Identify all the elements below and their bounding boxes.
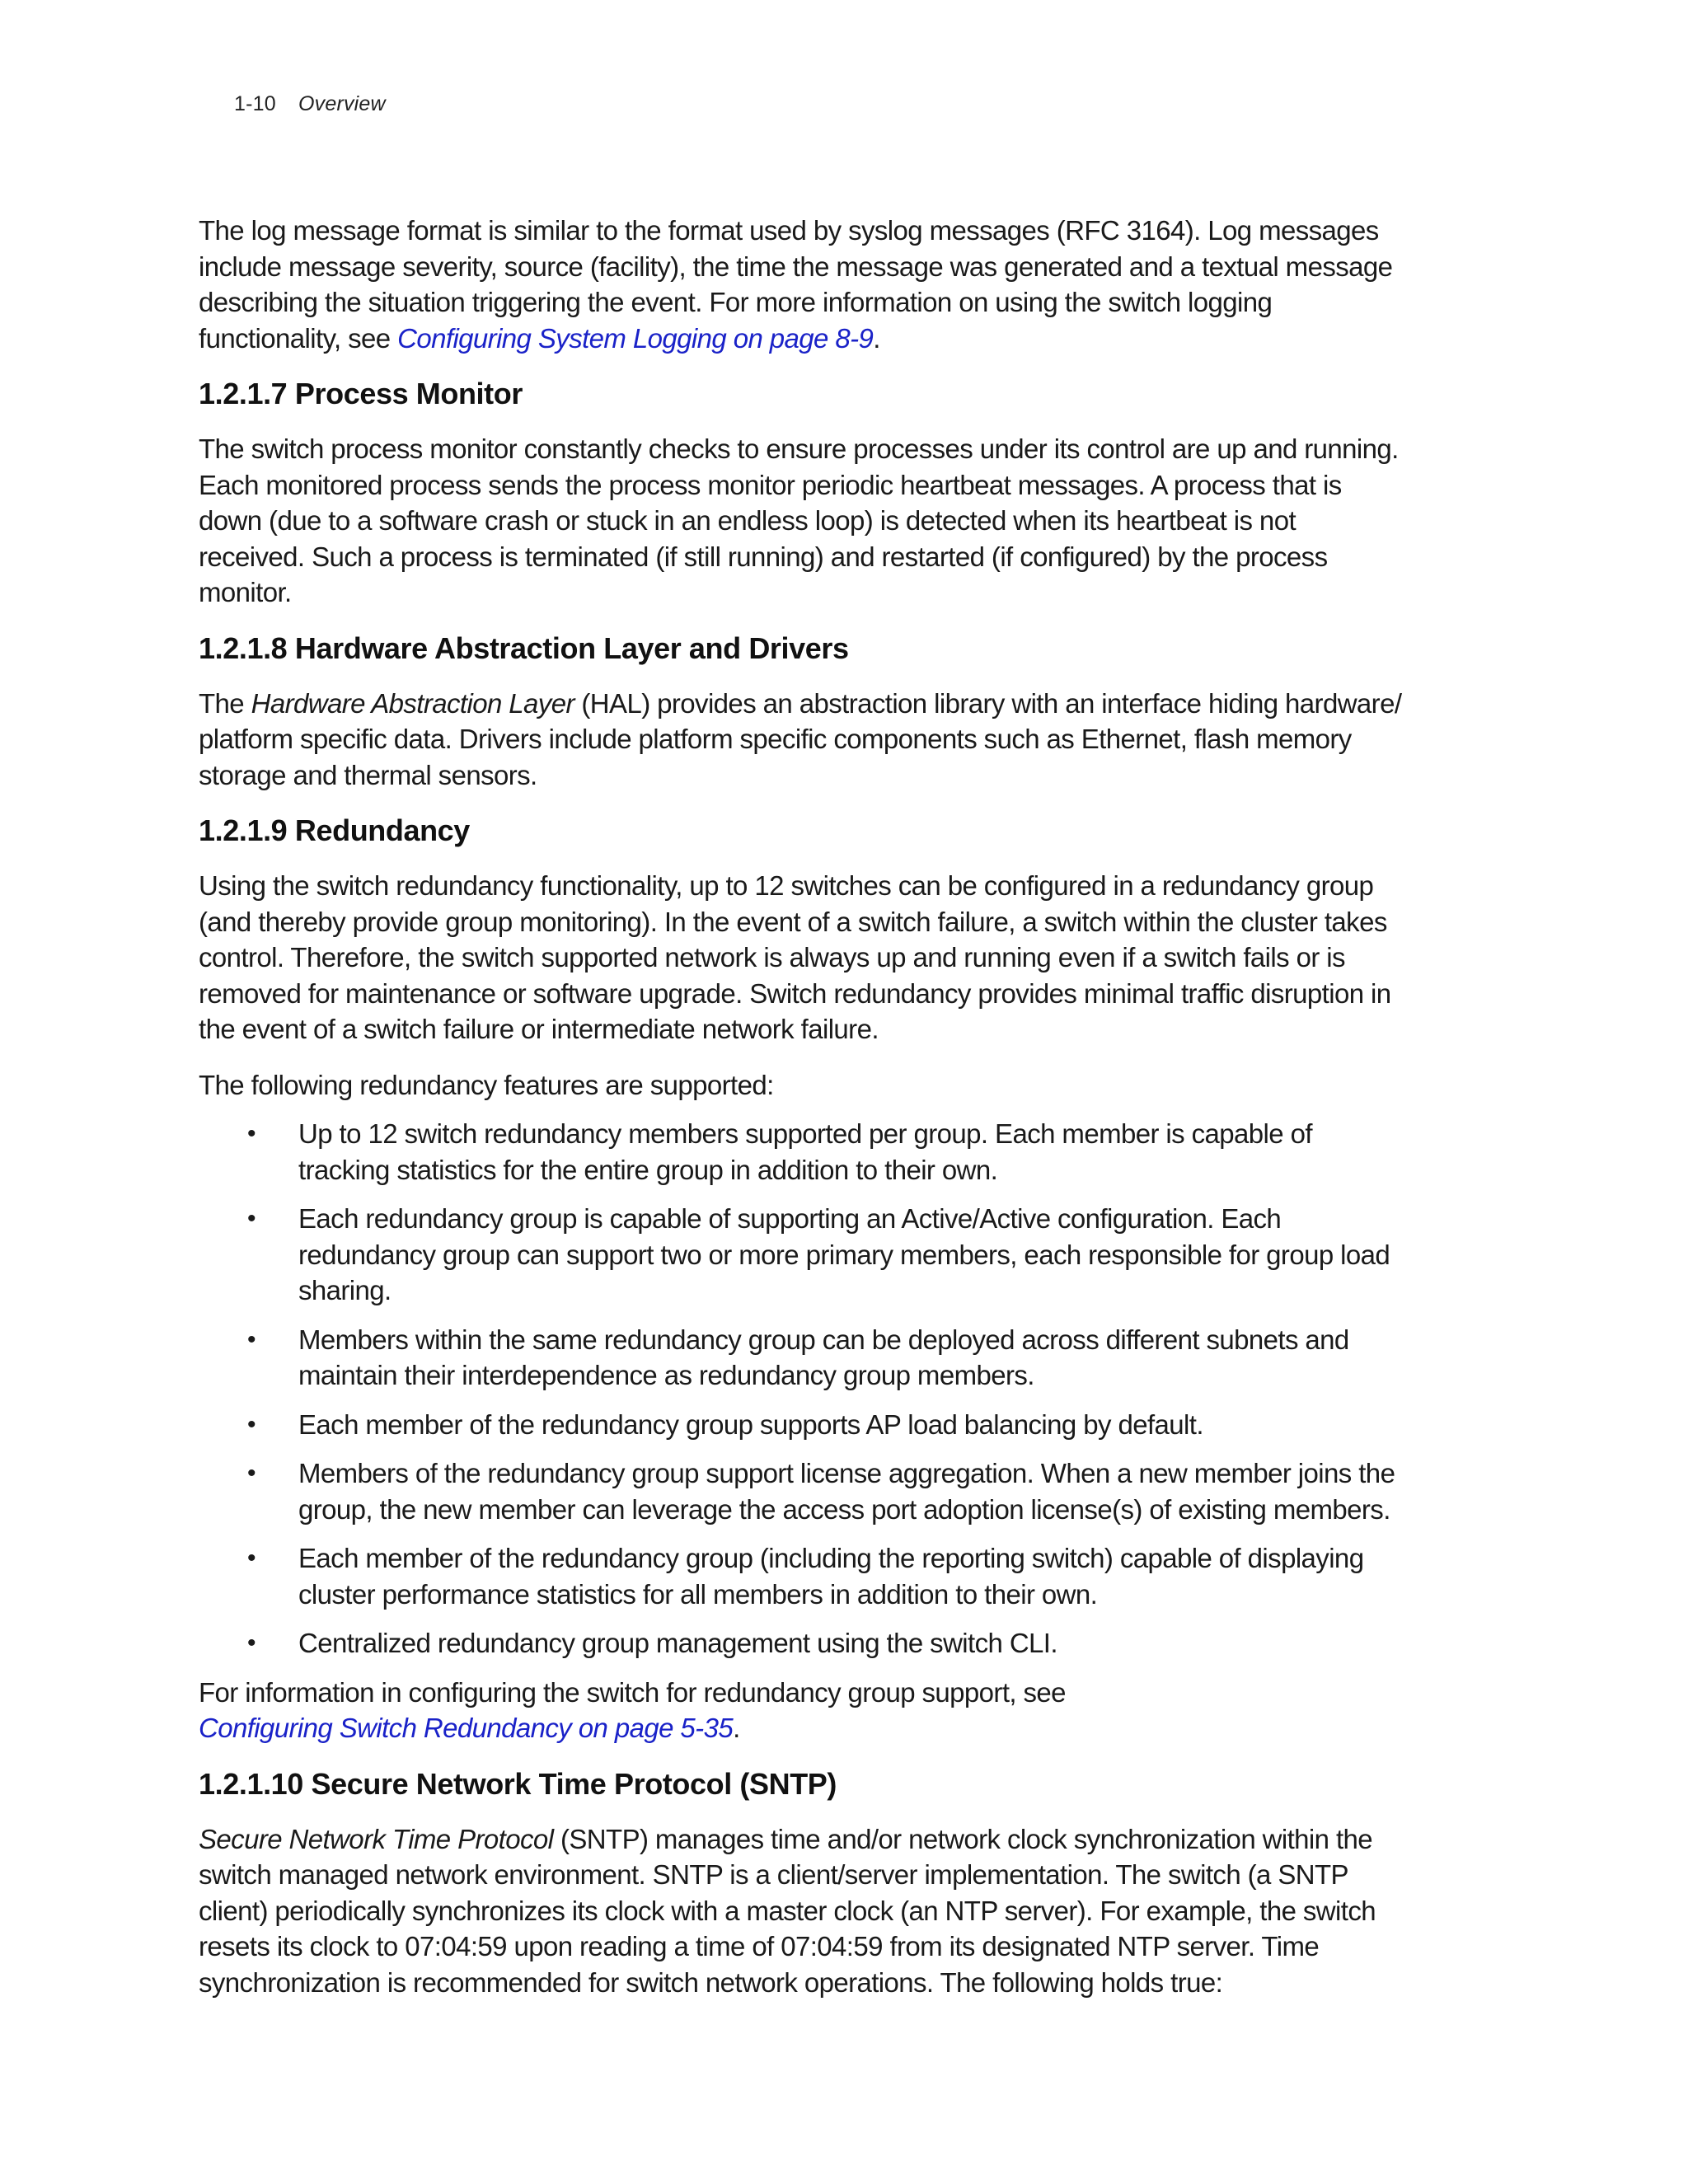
list-item-text: Members within the same redundancy group can be deployed across different subnets and maintain their interdependence as redundancy group members. — [298, 1324, 1349, 1390]
logging-link[interactable]: Configuring System Logging on page 8-9 — [397, 322, 874, 354]
list-item — [247, 1407, 1402, 1443]
page-number: 1-10 — [234, 92, 276, 115]
list-item-text: Members of the redundancy group support license aggregation. When a new member joins the group, the new member can leverage the access port adoption license(s) of existing members. — [298, 1458, 1395, 1525]
bullet: • — [247, 1205, 256, 1232]
list-item-text: Each member of the redundancy group (including the reporting switch) capable of displaying cluster performance statistics for all members in addition to their own. — [298, 1543, 1364, 1610]
list-item-text: Up to 12 switch redundancy members supported per group. Each member is capable of tracking statistics for the entire group in addition to their own. — [298, 1118, 1312, 1185]
process-monitor-paragraph: The switch process monitor constantly checks to ensure processes under its control are up and running. Each monitored process sends the process monitor periodic heartbeat messages. A process that is down (due to a software crash or stuck in an endless loop) is detected when its heartbeat is not received. Such a process is terminated (if still running) and restarted (if configured) by the process monitor. — [199, 434, 1399, 607]
section-heading-sntp: 1.2.1.10 Secure Network Time Protocol (SNTP) — [199, 1766, 837, 1801]
section-heading-hal: 1.2.1.8 Hardware Abstraction Layer and Drivers — [199, 630, 849, 665]
hal-term: Hardware Abstraction Layer — [251, 687, 574, 719]
bullet: • — [247, 1629, 256, 1657]
hal-post: (HAL) provides an abstraction library with an interface hiding hardware/ platform specific data. Drivers include platform specific components such as Ethernet, flash memory storage and thermal sensors. — [199, 687, 1402, 790]
bullet: • — [247, 1120, 256, 1147]
list-item — [247, 1322, 1402, 1394]
sntp-post: (SNTP) manages time and/or network clock synchronization within the switch managed network environment. SNTP is a client/server implementation. The switch (a SNTP client) periodically synchronizes its clock with a master clock (an NTP server). For example, the switch resets its clock to 07:04:59 upon reading a time of 07:04:59 from its designated NTP server. Time synchronization is recommended for switch network operations. The following holds true: — [199, 1823, 1376, 1998]
list-item — [247, 1540, 1402, 1612]
running-section-title: Overview — [298, 92, 386, 115]
bullet: • — [247, 1460, 256, 1487]
sntp-term: Secure Network Time Protocol — [199, 1823, 554, 1854]
intro-text: The log message format is similar to the format used by syslog messages (RFC 3164). Log messages include message severity, source (facility), the time the message was generated and a textual message describing the situation triggering the event. For more information on using the switch logging functionality, see — [199, 215, 1393, 354]
redundancy-features-intro: The following redundancy features are supported: — [199, 1069, 774, 1100]
list-item — [247, 1116, 1402, 1188]
bullet: • — [247, 1410, 256, 1438]
section-heading-redundancy: 1.2.1.9 Redundancy — [199, 813, 470, 847]
hal-paragraph — [199, 686, 1402, 794]
hal-pre: The — [199, 687, 251, 719]
list-item-text: Each member of the redundancy group supports AP load balancing by default. — [298, 1408, 1203, 1440]
redundancy-closing-text: For information in configuring the switch for redundancy group support, see — [199, 1676, 1066, 1708]
intro-paragraph — [199, 213, 1402, 356]
bullet: • — [247, 1325, 256, 1353]
intro-end: . — [873, 322, 880, 354]
sntp-paragraph — [199, 1821, 1402, 2001]
list-item-text: Centralized redundancy group management using the switch CLI. — [298, 1628, 1057, 1658]
page-body — [199, 213, 1402, 2020]
list-item-text: Each redundancy group is capable of supporting an Active/Active configuration. Each redundancy group can support two or more primary members, each responsible for group load sharing. — [298, 1203, 1390, 1305]
section-heading-process-monitor: 1.2.1.7 Process Monitor — [199, 377, 523, 410]
list-item — [247, 1455, 1402, 1527]
redundancy-feature-list — [199, 1116, 1402, 1661]
redundancy-closing-end: . — [733, 1713, 740, 1743]
bullet: • — [247, 1544, 256, 1572]
list-item — [247, 1201, 1402, 1309]
list-item — [247, 1625, 1402, 1661]
redundancy-config-link[interactable]: Configuring Switch Redundancy on page 5-35 — [199, 1713, 734, 1743]
redundancy-closing-paragraph — [199, 1675, 1402, 1746]
page-header — [234, 92, 386, 116]
redundancy-paragraph: Using the switch redundancy functionality, up to 12 switches can be configured in a redundancy group (and thereby provide group monitoring). In the event of a switch failure, a switch within the cluster takes control. Therefore, the switch supported network is always up and running even if a switch fails or is removed for maintenance or software upgrade. Switch redundancy provides minimal traffic disruption in the event of a switch failure or intermediate network failure. — [199, 870, 1391, 1044]
